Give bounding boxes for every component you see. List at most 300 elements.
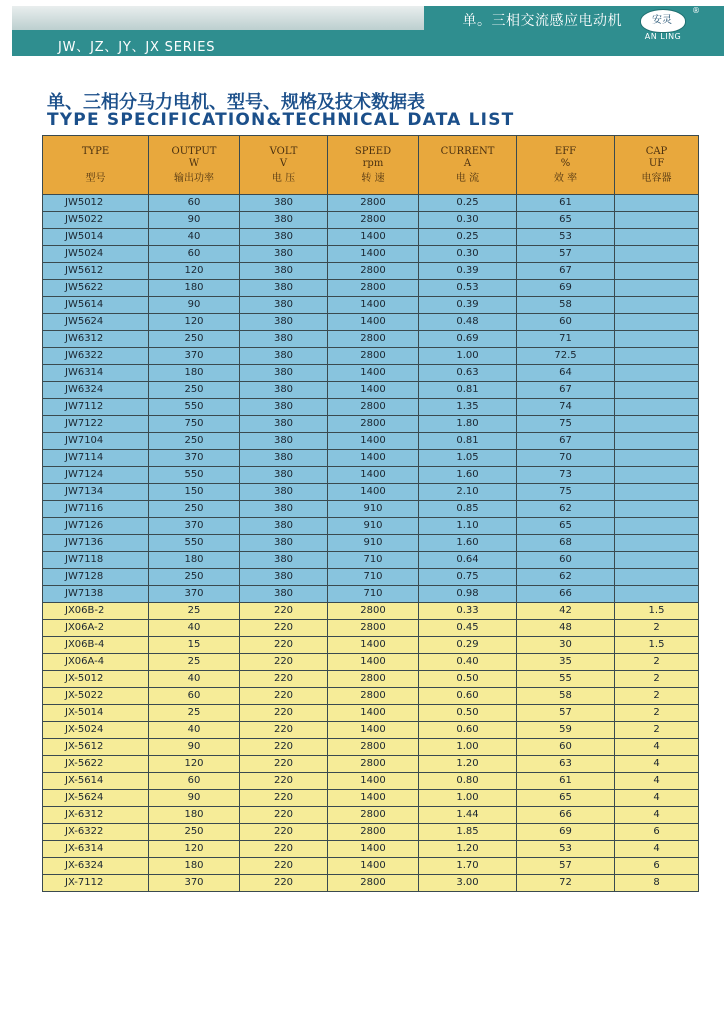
cell-eff: 57 <box>517 858 615 875</box>
cell-current: 0.48 <box>419 314 517 331</box>
cell-type: JX-5022 <box>43 688 149 705</box>
cell-current: 0.25 <box>419 229 517 246</box>
cell-type: JW5624 <box>43 314 149 331</box>
cell-type: JX-6324 <box>43 858 149 875</box>
table-row <box>43 620 699 637</box>
cell-output: 60 <box>149 688 240 705</box>
cell-current: 1.20 <box>419 756 517 773</box>
cell-volt: 380 <box>240 263 328 280</box>
cell-cap <box>615 314 699 331</box>
cell-type: JX-5624 <box>43 790 149 807</box>
cell-eff: 62 <box>517 569 615 586</box>
cell-current: 1.20 <box>419 841 517 858</box>
cell-volt: 380 <box>240 382 328 399</box>
cell-cap <box>615 382 699 399</box>
cell-cap <box>615 348 699 365</box>
cell-current: 0.63 <box>419 365 517 382</box>
table-row <box>43 807 699 824</box>
table-row <box>43 535 699 552</box>
table-row <box>43 433 699 450</box>
cell-type: JW6322 <box>43 348 149 365</box>
cell-eff: 65 <box>517 212 615 229</box>
cell-volt: 380 <box>240 297 328 314</box>
spec-table <box>42 135 699 892</box>
header-title: 单。三相交流感应电动机 <box>462 13 622 29</box>
cell-volt: 380 <box>240 450 328 467</box>
cell-speed: 1400 <box>328 467 419 484</box>
cell-current: 1.60 <box>419 467 517 484</box>
cell-type: JX-5024 <box>43 722 149 739</box>
cell-type: JW6314 <box>43 365 149 382</box>
cell-eff: 53 <box>517 841 615 858</box>
cell-volt: 380 <box>240 433 328 450</box>
table-row <box>43 212 699 229</box>
table-row <box>43 756 699 773</box>
cell-speed: 1400 <box>328 773 419 790</box>
cell-eff: 42 <box>517 603 615 620</box>
cell-current: 0.50 <box>419 705 517 722</box>
registered-mark: ® <box>692 6 700 15</box>
cell-eff: 66 <box>517 807 615 824</box>
table-row <box>43 365 699 382</box>
cell-speed: 2800 <box>328 399 419 416</box>
cell-type: JW5612 <box>43 263 149 280</box>
cell-cap <box>615 484 699 501</box>
cell-volt: 220 <box>240 773 328 790</box>
column-header-speed: SPEED rpm 转 速 <box>328 136 419 195</box>
cell-eff: 62 <box>517 501 615 518</box>
cell-speed: 910 <box>328 501 419 518</box>
cell-output: 250 <box>149 331 240 348</box>
cell-speed: 1400 <box>328 365 419 382</box>
cell-volt: 380 <box>240 212 328 229</box>
cell-cap <box>615 569 699 586</box>
cell-volt: 220 <box>240 620 328 637</box>
cell-speed: 2800 <box>328 671 419 688</box>
cell-cap <box>615 263 699 280</box>
cell-output: 180 <box>149 365 240 382</box>
column-header-eff: EFF % 效 率 <box>517 136 615 195</box>
cell-speed: 2800 <box>328 739 419 756</box>
cell-current: 0.50 <box>419 671 517 688</box>
table-body <box>43 195 699 892</box>
logo-text-cn: 安灵 <box>652 15 672 26</box>
cell-cap <box>615 467 699 484</box>
cell-speed: 1400 <box>328 722 419 739</box>
cell-volt: 220 <box>240 654 328 671</box>
table-row <box>43 450 699 467</box>
cell-volt: 220 <box>240 790 328 807</box>
table-row <box>43 501 699 518</box>
cell-type: JX06B-4 <box>43 637 149 654</box>
cell-cap: 2 <box>615 688 699 705</box>
table-row <box>43 671 699 688</box>
cell-eff: 75 <box>517 416 615 433</box>
cell-cap: 4 <box>615 739 699 756</box>
cell-type: JW5014 <box>43 229 149 246</box>
cell-cap: 2 <box>615 705 699 722</box>
cell-speed: 1400 <box>328 484 419 501</box>
cell-output: 550 <box>149 535 240 552</box>
cell-output: 120 <box>149 841 240 858</box>
table-row <box>43 841 699 858</box>
cell-eff: 30 <box>517 637 615 654</box>
cell-output: 250 <box>149 433 240 450</box>
cell-volt: 380 <box>240 416 328 433</box>
column-header-type: TYPE 型号 <box>43 136 149 195</box>
cell-current: 0.80 <box>419 773 517 790</box>
cell-type: JX-7112 <box>43 875 149 892</box>
cell-type: JW7136 <box>43 535 149 552</box>
header-bar <box>12 6 724 56</box>
cell-cap <box>615 246 699 263</box>
table-row <box>43 263 699 280</box>
cell-output: 60 <box>149 773 240 790</box>
cell-type: JX-5012 <box>43 671 149 688</box>
cell-current: 0.29 <box>419 637 517 654</box>
table-row <box>43 297 699 314</box>
cell-eff: 60 <box>517 739 615 756</box>
cell-type: JX-6312 <box>43 807 149 824</box>
cell-current: 0.30 <box>419 212 517 229</box>
cell-output: 120 <box>149 263 240 280</box>
cell-speed: 2800 <box>328 875 419 892</box>
cell-eff: 48 <box>517 620 615 637</box>
cell-speed: 1400 <box>328 382 419 399</box>
cell-volt: 220 <box>240 841 328 858</box>
table-row <box>43 824 699 841</box>
cell-output: 550 <box>149 399 240 416</box>
cell-current: 0.98 <box>419 586 517 603</box>
cell-output: 370 <box>149 348 240 365</box>
cell-speed: 1400 <box>328 654 419 671</box>
cell-speed: 2800 <box>328 756 419 773</box>
cell-output: 550 <box>149 467 240 484</box>
column-header-output: OUTPUT W 输出功率 <box>149 136 240 195</box>
brand-logo <box>632 6 700 43</box>
cell-output: 180 <box>149 552 240 569</box>
cell-speed: 2800 <box>328 348 419 365</box>
cell-volt: 220 <box>240 688 328 705</box>
cell-volt: 380 <box>240 331 328 348</box>
table-row <box>43 399 699 416</box>
cell-volt: 220 <box>240 705 328 722</box>
cell-speed: 2800 <box>328 263 419 280</box>
cell-current: 1.44 <box>419 807 517 824</box>
cell-output: 40 <box>149 671 240 688</box>
cell-output: 25 <box>149 654 240 671</box>
cell-type: JW7104 <box>43 433 149 450</box>
table-row <box>43 280 699 297</box>
cell-output: 40 <box>149 229 240 246</box>
cell-volt: 380 <box>240 518 328 535</box>
cell-type: JX-5614 <box>43 773 149 790</box>
cell-output: 60 <box>149 246 240 263</box>
cell-type: JW7112 <box>43 399 149 416</box>
cell-volt: 380 <box>240 314 328 331</box>
cell-current: 1.70 <box>419 858 517 875</box>
cell-volt: 220 <box>240 637 328 654</box>
table-row <box>43 586 699 603</box>
column-header-volt: VOLT V 电 压 <box>240 136 328 195</box>
cell-speed: 1400 <box>328 790 419 807</box>
cell-current: 0.81 <box>419 433 517 450</box>
cell-eff: 72.5 <box>517 348 615 365</box>
table-row <box>43 416 699 433</box>
cell-type: JW5614 <box>43 297 149 314</box>
table-row <box>43 858 699 875</box>
cell-current: 1.10 <box>419 518 517 535</box>
cell-volt: 380 <box>240 348 328 365</box>
cell-cap: 6 <box>615 824 699 841</box>
cell-speed: 2800 <box>328 620 419 637</box>
cell-type: JW7122 <box>43 416 149 433</box>
cell-eff: 69 <box>517 280 615 297</box>
cell-output: 180 <box>149 807 240 824</box>
cell-eff: 75 <box>517 484 615 501</box>
cell-speed: 910 <box>328 535 419 552</box>
cell-speed: 1400 <box>328 841 419 858</box>
cell-eff: 58 <box>517 297 615 314</box>
cell-cap <box>615 416 699 433</box>
logo-text-en: AN LING <box>644 32 682 41</box>
cell-output: 40 <box>149 722 240 739</box>
cell-volt: 380 <box>240 586 328 603</box>
cell-speed: 2800 <box>328 331 419 348</box>
cell-cap <box>615 399 699 416</box>
cell-speed: 710 <box>328 552 419 569</box>
cell-output: 250 <box>149 824 240 841</box>
cell-type: JW7124 <box>43 467 149 484</box>
cell-volt: 380 <box>240 501 328 518</box>
cell-speed: 910 <box>328 518 419 535</box>
cell-type: JX-5014 <box>43 705 149 722</box>
cell-eff: 73 <box>517 467 615 484</box>
cell-eff: 61 <box>517 773 615 790</box>
cell-current: 1.85 <box>419 824 517 841</box>
cell-volt: 220 <box>240 875 328 892</box>
cell-type: JW6312 <box>43 331 149 348</box>
cell-eff: 74 <box>517 399 615 416</box>
cell-current: 1.00 <box>419 348 517 365</box>
cell-volt: 380 <box>240 552 328 569</box>
cell-volt: 220 <box>240 824 328 841</box>
cell-volt: 380 <box>240 399 328 416</box>
table-row <box>43 484 699 501</box>
cell-volt: 380 <box>240 246 328 263</box>
cell-output: 370 <box>149 586 240 603</box>
cell-current: 0.25 <box>419 195 517 212</box>
table-row <box>43 637 699 654</box>
cell-output: 15 <box>149 637 240 654</box>
cell-cap <box>615 280 699 297</box>
cell-volt: 380 <box>240 280 328 297</box>
cell-current: 1.00 <box>419 739 517 756</box>
cell-speed: 2800 <box>328 688 419 705</box>
series-label: JW、JZ、JY、JX SERIES <box>58 40 216 55</box>
cell-type: JX-6322 <box>43 824 149 841</box>
cell-current: 0.60 <box>419 722 517 739</box>
cell-cap: 4 <box>615 841 699 858</box>
cell-cap <box>615 535 699 552</box>
cell-output: 250 <box>149 569 240 586</box>
cell-speed: 1400 <box>328 705 419 722</box>
cell-current: 1.60 <box>419 535 517 552</box>
cell-type: JW7126 <box>43 518 149 535</box>
cell-output: 180 <box>149 858 240 875</box>
column-header-cap: CAP UF 电容器 <box>615 136 699 195</box>
table-row <box>43 382 699 399</box>
cell-current: 0.69 <box>419 331 517 348</box>
cell-cap <box>615 501 699 518</box>
cell-type: JW6324 <box>43 382 149 399</box>
cell-output: 120 <box>149 756 240 773</box>
cell-current: 1.80 <box>419 416 517 433</box>
cell-eff: 68 <box>517 535 615 552</box>
cell-eff: 35 <box>517 654 615 671</box>
table-row <box>43 722 699 739</box>
cell-cap <box>615 195 699 212</box>
cell-output: 25 <box>149 705 240 722</box>
page-title-cn: 单、三相分马力电机、型号、规格及技术数据表 <box>47 92 425 113</box>
cell-volt: 380 <box>240 229 328 246</box>
page-title-en: TYPE SPECIFICATION&TECHNICAL DATA LIST <box>47 110 515 130</box>
cell-cap <box>615 586 699 603</box>
cell-cap <box>615 450 699 467</box>
cell-eff: 63 <box>517 756 615 773</box>
cell-eff: 66 <box>517 586 615 603</box>
cell-eff: 57 <box>517 246 615 263</box>
cell-type: JW5024 <box>43 246 149 263</box>
cell-cap: 6 <box>615 858 699 875</box>
cell-type: JX-5612 <box>43 739 149 756</box>
cell-volt: 380 <box>240 535 328 552</box>
cell-type: JW5622 <box>43 280 149 297</box>
cell-type: JW7118 <box>43 552 149 569</box>
table-row <box>43 314 699 331</box>
cell-eff: 53 <box>517 229 615 246</box>
cell-eff: 65 <box>517 518 615 535</box>
table-row <box>43 246 699 263</box>
cell-cap <box>615 433 699 450</box>
table-row <box>43 790 699 807</box>
cell-eff: 67 <box>517 382 615 399</box>
cell-current: 2.10 <box>419 484 517 501</box>
cell-volt: 220 <box>240 603 328 620</box>
cell-cap <box>615 229 699 246</box>
cell-speed: 2800 <box>328 824 419 841</box>
table-row <box>43 518 699 535</box>
cell-type: JW7128 <box>43 569 149 586</box>
cell-speed: 2800 <box>328 416 419 433</box>
cell-cap: 2 <box>615 654 699 671</box>
cell-output: 180 <box>149 280 240 297</box>
cell-type: JW5012 <box>43 195 149 212</box>
cell-volt: 220 <box>240 739 328 756</box>
cell-output: 90 <box>149 212 240 229</box>
cell-current: 0.39 <box>419 263 517 280</box>
cell-current: 0.85 <box>419 501 517 518</box>
cell-eff: 64 <box>517 365 615 382</box>
cell-volt: 220 <box>240 807 328 824</box>
table-row <box>43 654 699 671</box>
cell-speed: 2800 <box>328 212 419 229</box>
cell-output: 250 <box>149 382 240 399</box>
cell-volt: 380 <box>240 484 328 501</box>
cell-type: JX06A-4 <box>43 654 149 671</box>
cell-speed: 2800 <box>328 603 419 620</box>
cell-eff: 67 <box>517 263 615 280</box>
cell-cap <box>615 212 699 229</box>
cell-output: 90 <box>149 297 240 314</box>
cell-cap: 2 <box>615 671 699 688</box>
cell-volt: 380 <box>240 195 328 212</box>
cell-current: 3.00 <box>419 875 517 892</box>
cell-speed: 1400 <box>328 297 419 314</box>
cell-eff: 71 <box>517 331 615 348</box>
cell-eff: 65 <box>517 790 615 807</box>
cell-current: 0.60 <box>419 688 517 705</box>
cell-cap <box>615 365 699 382</box>
cell-cap: 2 <box>615 620 699 637</box>
table-row <box>43 688 699 705</box>
cell-volt: 220 <box>240 858 328 875</box>
cell-cap <box>615 518 699 535</box>
cell-volt: 220 <box>240 671 328 688</box>
cell-eff: 59 <box>517 722 615 739</box>
cell-output: 90 <box>149 790 240 807</box>
cell-output: 120 <box>149 314 240 331</box>
table-row <box>43 229 699 246</box>
cell-speed: 1400 <box>328 229 419 246</box>
cell-speed: 1400 <box>328 433 419 450</box>
cell-type: JX06B-2 <box>43 603 149 620</box>
table-row <box>43 348 699 365</box>
table-row <box>43 552 699 569</box>
cell-current: 0.33 <box>419 603 517 620</box>
table-row <box>43 875 699 892</box>
cell-speed: 2800 <box>328 807 419 824</box>
cell-eff: 67 <box>517 433 615 450</box>
cell-eff: 60 <box>517 552 615 569</box>
cell-type: JW7134 <box>43 484 149 501</box>
cell-speed: 710 <box>328 586 419 603</box>
table-row <box>43 773 699 790</box>
cell-cap: 1.5 <box>615 603 699 620</box>
cell-current: 0.45 <box>419 620 517 637</box>
cell-volt: 380 <box>240 569 328 586</box>
cell-cap: 4 <box>615 773 699 790</box>
cell-eff: 70 <box>517 450 615 467</box>
cell-output: 370 <box>149 518 240 535</box>
cell-cap: 8 <box>615 875 699 892</box>
table-row <box>43 739 699 756</box>
cell-cap: 4 <box>615 790 699 807</box>
cell-speed: 1400 <box>328 637 419 654</box>
cell-current: 0.53 <box>419 280 517 297</box>
cell-type: JW7114 <box>43 450 149 467</box>
cell-output: 150 <box>149 484 240 501</box>
cell-output: 370 <box>149 450 240 467</box>
table-row <box>43 705 699 722</box>
cell-type: JX06A-2 <box>43 620 149 637</box>
table-row <box>43 569 699 586</box>
cell-current: 1.00 <box>419 790 517 807</box>
cell-current: 0.30 <box>419 246 517 263</box>
cell-eff: 57 <box>517 705 615 722</box>
cell-type: JW7138 <box>43 586 149 603</box>
table-header-row <box>43 136 699 195</box>
